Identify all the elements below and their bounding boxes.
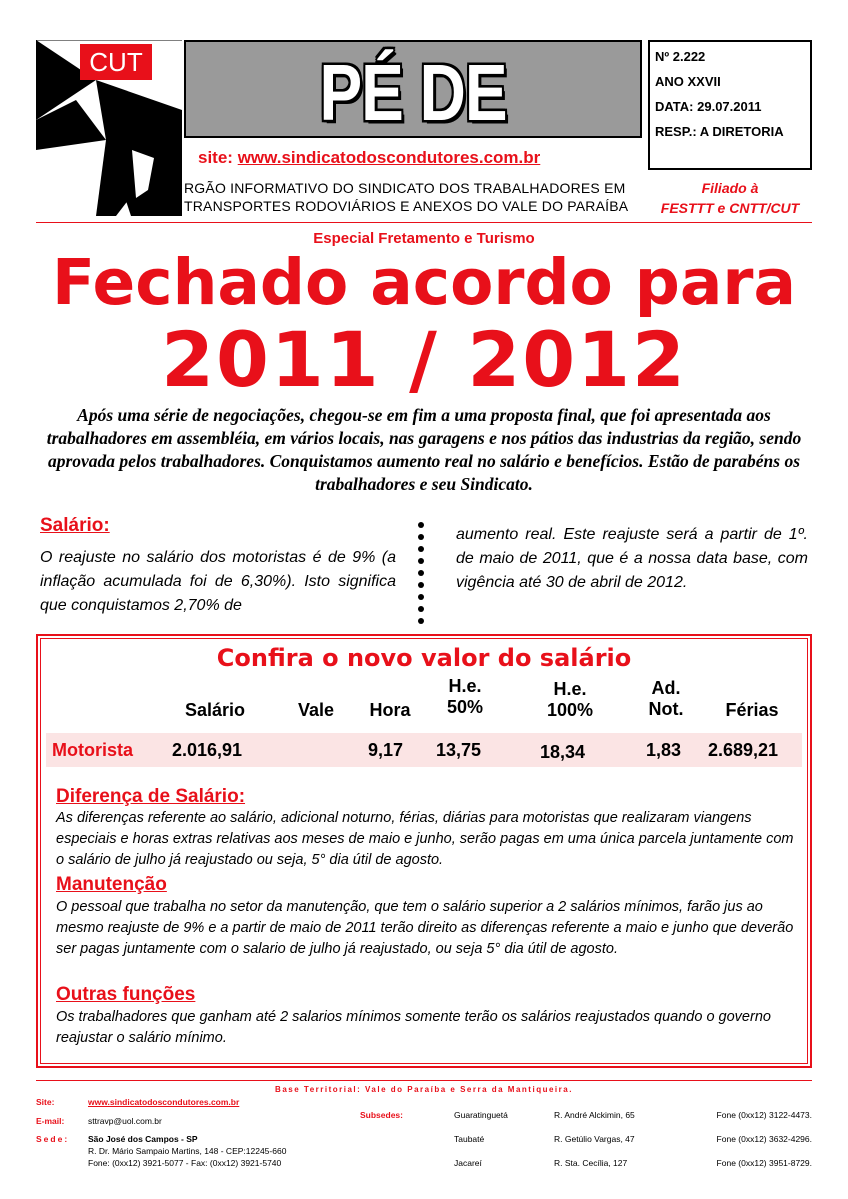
header-salario: Salário [184, 700, 246, 720]
header-adnot-line2: Not. [648, 699, 684, 719]
footer-email[interactable]: sttravp@uol.com.br [88, 1116, 162, 1126]
headline-line1: Fechado acordo para [52, 246, 796, 319]
header-he50 [430, 676, 500, 718]
cut-label: CUT [80, 44, 152, 80]
outras-body: Os trabalhadores que ganham até 2 salarios mínimos somente terão os salários reajustados quando o governo reajustar o salário mínimo. [56, 1009, 771, 1046]
site-prefix: site: [198, 148, 233, 167]
footer-email-label: E-mail: [36, 1116, 65, 1126]
cell-hora: 9,17 [368, 740, 404, 760]
header-he100-line1: H.e. [553, 679, 587, 699]
footer-sede-address: R. Dr. Mário Sampaio Martins, 148 - CEP:12245-660 [88, 1146, 287, 1156]
cell-salario: 2.016,91 [172, 740, 243, 760]
manutencao-body: O pessoal que trabalha no setor da manutenção, que tem o salário superior a 2 salários mínimos, farão jus ao mesmo reajuste de 9% e a partir de maio de 2011 terão direito as diferenças referente a maio e junho que deverão ser pagas juntamente com o salario de julho já reajustado, ou seja 5° dia útil de agosto. [56, 899, 794, 957]
divider-dot [418, 558, 424, 564]
header-he100 [530, 679, 610, 721]
issue-year: ANO XXVII [655, 74, 721, 89]
section-kicker: Especial Fretamento e Turismo [313, 230, 535, 247]
org-description-line2: TRANSPORTES RODOVIÁRIOS E ANEXOS DO VALE DO PARAÍBA [184, 198, 629, 214]
subsede-address: R. Sta. Cecília, 127 [554, 1158, 628, 1168]
manutencao-heading: Manutenção [56, 874, 167, 895]
salario-text-left: O reajuste no salário dos motoristas é de 9% (a inflação acumulada foi de 6,30%). Isto significa que conquistamos 2,70% de [40, 549, 396, 614]
divider-dot [418, 582, 424, 588]
footer-territory: Base Territorial: Vale do Paraíba e Serra da Mantiqueira. [275, 1085, 573, 1094]
divider-dot [418, 606, 424, 612]
subsede-address: R. Getúlio Vargas, 47 [554, 1134, 635, 1144]
issue-info-box [648, 40, 812, 170]
affiliation [660, 178, 800, 218]
header-hora: Hora [369, 700, 411, 720]
cell-adnot: 1,83 [646, 740, 682, 760]
cell-ferias: 2.689,21 [708, 740, 779, 760]
salario-text-right: aumento real. Este reajuste será a partir de 1º. de maio de 2011, que é a nossa data base, com vigência até 30 de abril de 2012. [456, 526, 808, 591]
footer-sede-city: São José dos Campos - SP [88, 1134, 198, 1144]
divider-dot [418, 594, 424, 600]
salary-table-title: Confira o novo valor do salário [216, 644, 632, 672]
footer-subsedes-label: Subsedes: [360, 1110, 403, 1120]
cell-he100: 18,34 [540, 742, 586, 762]
headline-line2: 2011 / 2012 [161, 315, 687, 404]
masthead-title-box [184, 40, 642, 138]
header-he50-line2: 50% [446, 697, 484, 717]
affiliation-line1: Filiado à [701, 180, 759, 196]
diferenca-heading: Diferença de Salário: [56, 786, 246, 807]
header-adnot-line1: Ad. [651, 678, 681, 698]
header-adnot [636, 678, 696, 720]
footer-site-link[interactable]: www.sindicatodoscondutores.com.br [88, 1097, 240, 1107]
issue-responsible: RESP.: A DIRETORIA [655, 124, 784, 139]
divider-dot [418, 534, 424, 540]
header-vale: Vale [297, 700, 335, 720]
intro-paragraph: Após uma série de negociações, chegou-se em fim a uma proposta final, que foi apresentada aos trabalhadores em assembléia, em vários locais, nas garagens e nos pátios das industrias da região, sendo aprovada pelos trabalhadores. Conquistamos aumento real no salário e benefícios. Estão de parabéns os trabalhadores e seu Sindicato. [46, 405, 802, 494]
subsede-phone: Fone (0xx12) 3951-8729. [716, 1158, 812, 1168]
subsede-phone: Fone (0xx12) 3122-4473. [716, 1110, 812, 1120]
divider-dot [418, 522, 424, 528]
diferenca-body: As diferenças referente ao salário, adicional noturno, férias, diárias para motoristas que realizaram viangens especiais e horas extras relativas aos meses de maio e junho, serão pagas em uma única parcela juntamente com o salário de julho já reajustado ou seja, 5° dia útil de agosto. [56, 810, 794, 868]
subsede-city: Jacareí [454, 1158, 482, 1168]
site-line [198, 148, 540, 168]
subsede-address: R. André Alckimin, 65 [554, 1110, 635, 1120]
divider-dot [418, 546, 424, 552]
header-ferias: Férias [725, 700, 779, 720]
org-description-line1: RGÃO INFORMATIVO DO SINDICATO DOS TRABALHADORES EM [184, 180, 626, 196]
footer-sede-label: Sede: [36, 1134, 70, 1144]
salario-heading: Salário: [40, 515, 110, 536]
issue-number: Nº 2.222 [655, 49, 706, 64]
cell-he50: 13,75 [436, 740, 482, 760]
divider-dot [418, 570, 424, 576]
outras-heading: Outras funções [56, 984, 196, 1005]
footer-sede-phone: Fone: (0xx12) 3921-5077 - Fax: (0xx12) 3921-5740 [88, 1158, 282, 1168]
site-link[interactable]: www.sindicatodoscondutores.com.br [237, 148, 541, 167]
header-he50-line1: H.e. [448, 676, 482, 696]
cell-label: Motorista [52, 740, 133, 760]
header-divider [36, 222, 812, 223]
header-he100-line2: 100% [546, 700, 594, 720]
table-row [46, 733, 802, 767]
subsede-city: Guaratinguetá [454, 1110, 508, 1120]
subsede-phone: Fone (0xx12) 3632-4296. [716, 1134, 812, 1144]
affiliation-line2: FESTTT e CNTT/CUT [660, 200, 800, 216]
issue-date: DATA: 29.07.2011 [655, 99, 762, 114]
divider-dot [418, 618, 424, 624]
masthead-title: PÉ DE [319, 47, 507, 138]
footer-site-label: Site: [36, 1097, 55, 1107]
subsede-city: Taubaté [454, 1134, 485, 1144]
footer-divider [36, 1080, 812, 1081]
